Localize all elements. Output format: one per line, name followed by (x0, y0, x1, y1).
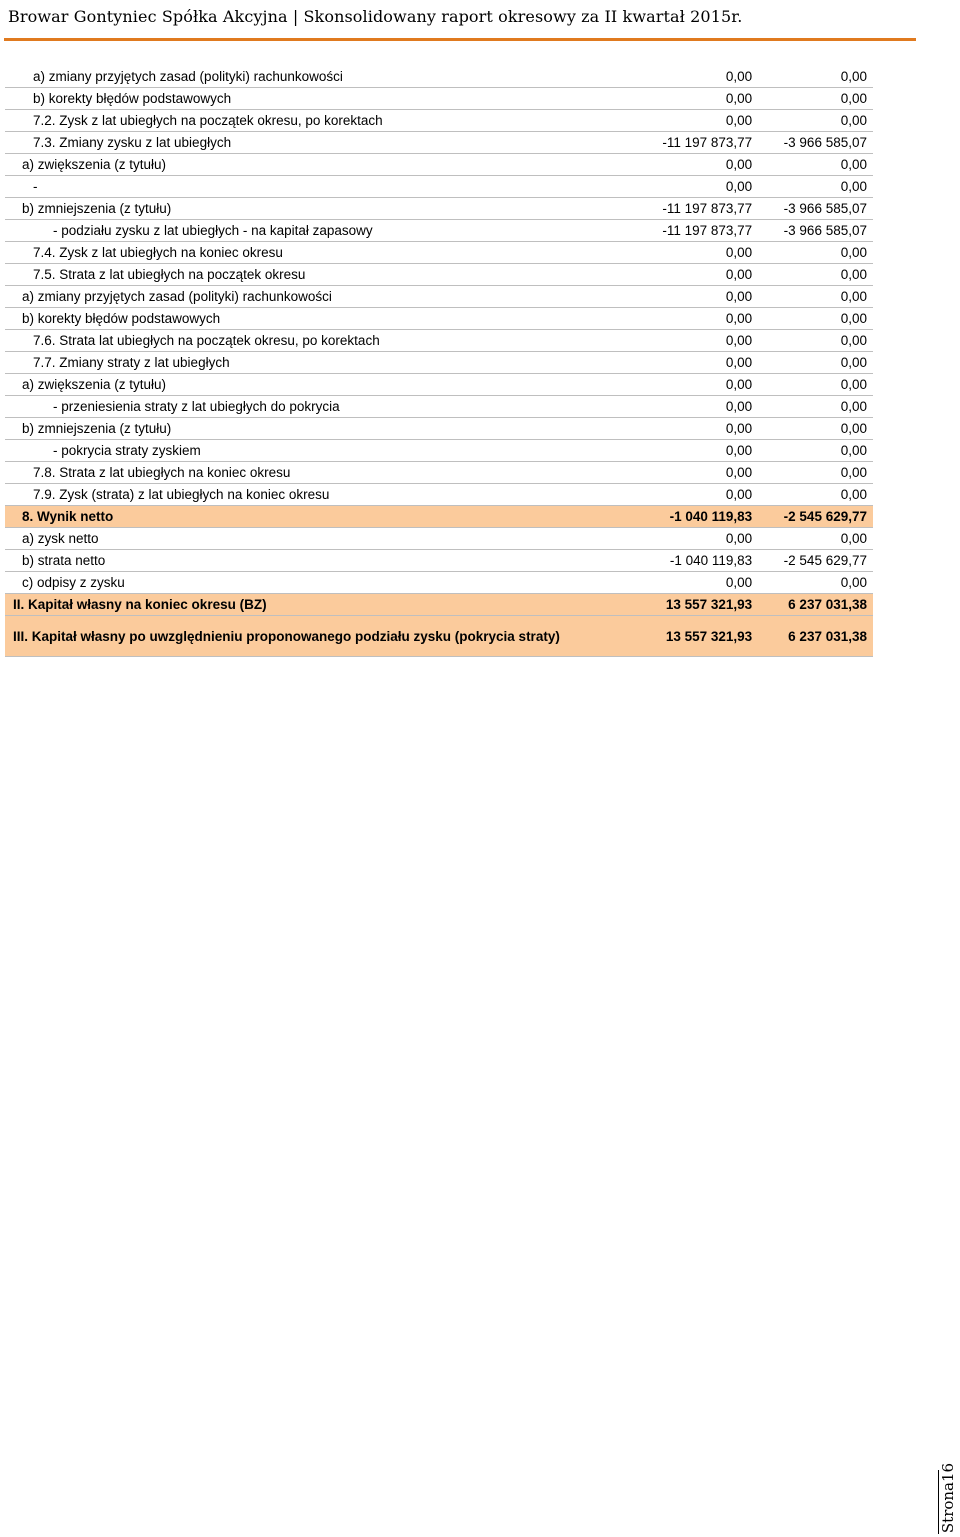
table-row (5, 528, 873, 550)
table-row (5, 418, 873, 440)
table-row (5, 264, 873, 286)
row-value-previous: 0,00 (758, 374, 873, 396)
row-value-previous: 0,00 (758, 462, 873, 484)
table-row (5, 374, 873, 396)
row-value-current: 0,00 (636, 374, 758, 396)
row-value-previous: 0,00 (758, 330, 873, 352)
row-label: b) korekty błędów podstawowych (5, 88, 636, 110)
row-label: a) zmiany przyjętych zasad (polityki) rachunkowości (5, 66, 636, 88)
row-value-current: 0,00 (636, 330, 758, 352)
table-row (5, 110, 873, 132)
row-label: 7.4. Zysk z lat ubiegłych na koniec okresu (5, 242, 636, 264)
row-label: - (5, 176, 636, 198)
row-value-current: -11 197 873,77 (636, 132, 758, 154)
row-label: 7.5. Strata z lat ubiegłych na początek okresu (5, 264, 636, 286)
row-label: a) zwiększenia (z tytułu) (5, 374, 636, 396)
row-label: - pokrycia straty zyskiem (5, 440, 636, 462)
row-value-previous: 0,00 (758, 286, 873, 308)
row-value-previous: 0,00 (758, 176, 873, 198)
row-label: a) zwiększenia (z tytułu) (5, 154, 636, 176)
row-label: c) odpisy z zysku (5, 572, 636, 594)
row-label: 7.8. Strata z lat ubiegłych na koniec okresu (5, 462, 636, 484)
row-label: a) zmiany przyjętych zasad (polityki) rachunkowości (5, 286, 636, 308)
row-value-current: 0,00 (636, 286, 758, 308)
row-label: - podziału zysku z lat ubiegłych - na kapitał zapasowy (5, 220, 636, 242)
table-row (5, 242, 873, 264)
row-value-previous: 0,00 (758, 88, 873, 110)
row-label: b) zmniejszenia (z tytułu) (5, 198, 636, 220)
page-number (936, 1462, 960, 1534)
row-value-current: 0,00 (636, 418, 758, 440)
table-row (5, 154, 873, 176)
table-row (5, 66, 873, 88)
table-row (5, 440, 873, 462)
row-value-current: 0,00 (636, 308, 758, 330)
table-row-highlight (5, 616, 873, 657)
row-value-current: 0,00 (636, 572, 758, 594)
table-row (5, 176, 873, 198)
row-value-current: 13 557 321,93 (636, 594, 758, 616)
row-label: b) strata netto (5, 550, 636, 572)
row-label: 7.9. Zysk (strata) z lat ubiegłych na koniec okresu (5, 484, 636, 506)
row-value-current: 0,00 (636, 352, 758, 374)
row-value-current: 0,00 (636, 440, 758, 462)
row-value-current: 0,00 (636, 528, 758, 550)
row-label: 7.2. Zysk z lat ubiegłych na początek okresu, po korektach (5, 110, 636, 132)
row-value-current: 0,00 (636, 396, 758, 418)
table-row-highlight (5, 506, 873, 528)
row-value-current: 0,00 (636, 66, 758, 88)
row-label: b) korekty błędów podstawowych (5, 308, 636, 330)
table-row (5, 550, 873, 572)
row-value-current: -1 040 119,83 (636, 506, 758, 528)
row-value-current: 0,00 (636, 88, 758, 110)
row-value-previous: 0,00 (758, 572, 873, 594)
table-row (5, 352, 873, 374)
row-value-previous: -3 966 585,07 (758, 198, 873, 220)
table-row (5, 572, 873, 594)
row-label: a) zysk netto (5, 528, 636, 550)
row-value-current: 0,00 (636, 462, 758, 484)
table-row (5, 220, 873, 242)
row-value-previous: 0,00 (758, 154, 873, 176)
table-row (5, 198, 873, 220)
row-value-current: 0,00 (636, 264, 758, 286)
page-number-label: Strona16 (939, 1462, 957, 1534)
row-value-previous: -3 966 585,07 (758, 220, 873, 242)
table-row (5, 462, 873, 484)
row-label: 7.6. Strata lat ubiegłych na początek okresu, po korektach (5, 330, 636, 352)
table-row (5, 308, 873, 330)
row-value-previous: 0,00 (758, 484, 873, 506)
row-value-previous: 6 237 031,38 (758, 594, 873, 616)
report-header-title: Browar Gontyniec Spółka Akcyjna | Skonsolidowany raport okresowy za II kwartał 2015r. (8, 7, 743, 26)
row-label: - przeniesienia straty z lat ubiegłych do pokrycia (5, 396, 636, 418)
row-value-previous: 0,00 (758, 528, 873, 550)
row-value-current: -11 197 873,77 (636, 198, 758, 220)
row-value-current: 0,00 (636, 484, 758, 506)
row-value-previous: 0,00 (758, 66, 873, 88)
row-label: 7.3. Zmiany zysku z lat ubiegłych (5, 132, 636, 154)
table-row (5, 330, 873, 352)
table-row (5, 484, 873, 506)
row-value-current: 0,00 (636, 110, 758, 132)
row-value-previous: 0,00 (758, 352, 873, 374)
row-label: II. Kapitał własny na koniec okresu (BZ) (5, 594, 636, 616)
table-row (5, 88, 873, 110)
row-value-previous: 0,00 (758, 418, 873, 440)
row-value-current: 13 557 321,93 (636, 616, 758, 657)
row-value-previous: 0,00 (758, 440, 873, 462)
equity-changes-table (5, 66, 873, 657)
row-value-current: 0,00 (636, 242, 758, 264)
row-value-previous: 0,00 (758, 110, 873, 132)
row-value-current: 0,00 (636, 154, 758, 176)
row-value-previous: 0,00 (758, 242, 873, 264)
row-value-previous: 0,00 (758, 264, 873, 286)
row-value-previous: 0,00 (758, 396, 873, 418)
table-row-highlight (5, 594, 873, 616)
row-label: III. Kapitał własny po uwzględnieniu proponowanego podziału zysku (pokrycia straty) (5, 616, 636, 657)
row-value-previous: -3 966 585,07 (758, 132, 873, 154)
row-value-previous: 0,00 (758, 308, 873, 330)
table-row (5, 396, 873, 418)
row-label: 7.7. Zmiany straty z lat ubiegłych (5, 352, 636, 374)
row-label: 8. Wynik netto (5, 506, 636, 528)
row-label: b) zmniejszenia (z tytułu) (5, 418, 636, 440)
row-value-previous: -2 545 629,77 (758, 550, 873, 572)
row-value-current: -1 040 119,83 (636, 550, 758, 572)
row-value-previous: 6 237 031,38 (758, 616, 873, 657)
header-divider (4, 38, 916, 41)
row-value-current: 0,00 (636, 176, 758, 198)
table-row (5, 286, 873, 308)
row-value-previous: -2 545 629,77 (758, 506, 873, 528)
table-row (5, 132, 873, 154)
row-value-current: -11 197 873,77 (636, 220, 758, 242)
